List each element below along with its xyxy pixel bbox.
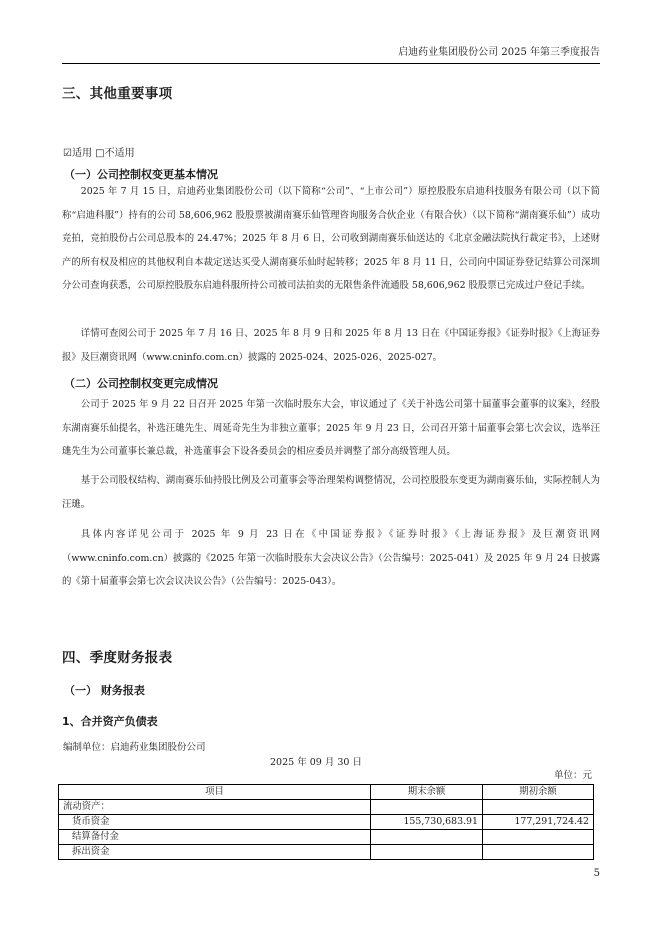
row-end-value — [371, 800, 483, 815]
section-four-title: 四、季度财务报表 — [62, 650, 173, 666]
column-header-end-balance: 期末余额 — [371, 785, 483, 800]
row-item-label: 货币资金 — [59, 815, 371, 830]
subsection-control-change-complete-title: （二）公司控制权变更完成情况 — [64, 377, 218, 390]
section-three-title: 三、其他重要事项 — [62, 86, 173, 102]
preparer-company: 编制单位：启迪药业集团股份公司 — [63, 742, 206, 753]
table-header-row — [59, 785, 594, 800]
controller-paragraph: 基于公司股权结构、湖南赛乐仙持股比例及公司董事会等治理架构调整情况，公司控股股东变更为湖南赛乐仙，实际控制人为汪璡。 — [62, 475, 600, 510]
row-end-value: 155,730,683.91 — [371, 815, 483, 830]
applicable-checkbox-status: ☑适用 □不适用 — [63, 148, 135, 159]
column-header-item: 项目 — [59, 785, 371, 800]
row-begin-value — [483, 845, 594, 860]
report-date: 2025 年 09 月 30 日 — [270, 757, 362, 768]
row-end-value — [371, 845, 483, 860]
table-row — [59, 815, 594, 830]
table-row — [59, 830, 594, 845]
column-header-begin-balance: 期初余额 — [483, 785, 594, 800]
subsection-control-change-basic-title: （一）公司控制权变更基本情况 — [64, 168, 218, 181]
balance-sheet-table — [58, 784, 594, 860]
row-begin-value — [483, 830, 594, 845]
row-begin-value: 177,291,724.42 — [483, 815, 594, 830]
row-item-label: 结算备付金 — [59, 830, 371, 845]
page-header: 启迪药业集团股份公司 2025 年第三季度报告 — [62, 46, 600, 64]
row-item-label: 拆出资金 — [59, 845, 371, 860]
table-row — [59, 845, 594, 860]
control-change-complete-paragraph: 公司于 2025 年 9 月 22 日召开 2025 年第一次临时股东大会，审议通过了《关于补选公司第十届董事会董事的议案》，经股东湖南赛乐仙提名，补选汪璡先生、周延奇先生为非独立董事；2025 年 9 月 23 日，公司召开第十届董事会第七次会议，选举汪璡先生为公司董事长兼总裁，补选董事会下设各委员会的相应委员并调整了部分高级管理人员。 — [62, 399, 600, 458]
control-change-basic-paragraph: 2025 年 7 月 15 日，启迪药业集团股份公司（以下简称“公司”、“上市公司”）原控股股东启迪科技服务有限公司（以下简称“启迪科服”）持有的公司 58,606,962 股股票被湖南赛乐仙管理咨询服务合伙企业（有限合伙）（以下简称“湖南赛乐仙”）成功竞拍，竞拍股份占公司总股本的 24.47%；2025 年 8 月 6 日，公司收到湖南赛乐仙送达的《北京金融法院执行裁定书》，上述财产的所有权及相应的其他权利自本裁定送达买受人湖南赛乐仙时起转移；2025 年 8 月 11 日，公司向中国证券登记结算公司深圳分公司查询获悉，公司原控股股东启迪科服所持公司被司法拍卖的无限售条件流通股 58,606,962 股股票已完成过户登记手续。 — [62, 186, 600, 292]
balance-sheet-title: 1、合并资产负债表 — [62, 715, 158, 728]
page-number: 5 — [593, 868, 600, 879]
table-row — [59, 800, 594, 815]
announcement-reference-paragraph: 具体内容详见公司于 2025 年 9 月 23 日在《中国证券报》《证券时报》《上海证券报》及巨潮资讯网（www.cninfo.com.cn）披露的《2025 年第一次临时股东大会决议公告》（公告编号：2025-041）及 2025 年 9 月 24 日披露的《第十届董事会第七次会议决议公告》（公告编号：2025-043）。 — [62, 529, 600, 588]
financial-statements-title: （一） 财务报表 — [64, 684, 145, 697]
row-begin-value — [483, 800, 594, 815]
unit-label: 单位：元 — [553, 770, 592, 781]
row-end-value — [371, 830, 483, 845]
row-item-label: 流动资产： — [59, 800, 371, 815]
control-change-reference-paragraph: 详情可查阅公司于 2025 年 7 月 16 日、2025 年 8 月 9 日和 2025 年 8 月 13 日在《中国证券报》《证券时报》《上海证券报》及巨潮资讯网（www.cninfo.com.cn）披露的 2025-024、2025-026、2025-027。 — [62, 328, 600, 363]
